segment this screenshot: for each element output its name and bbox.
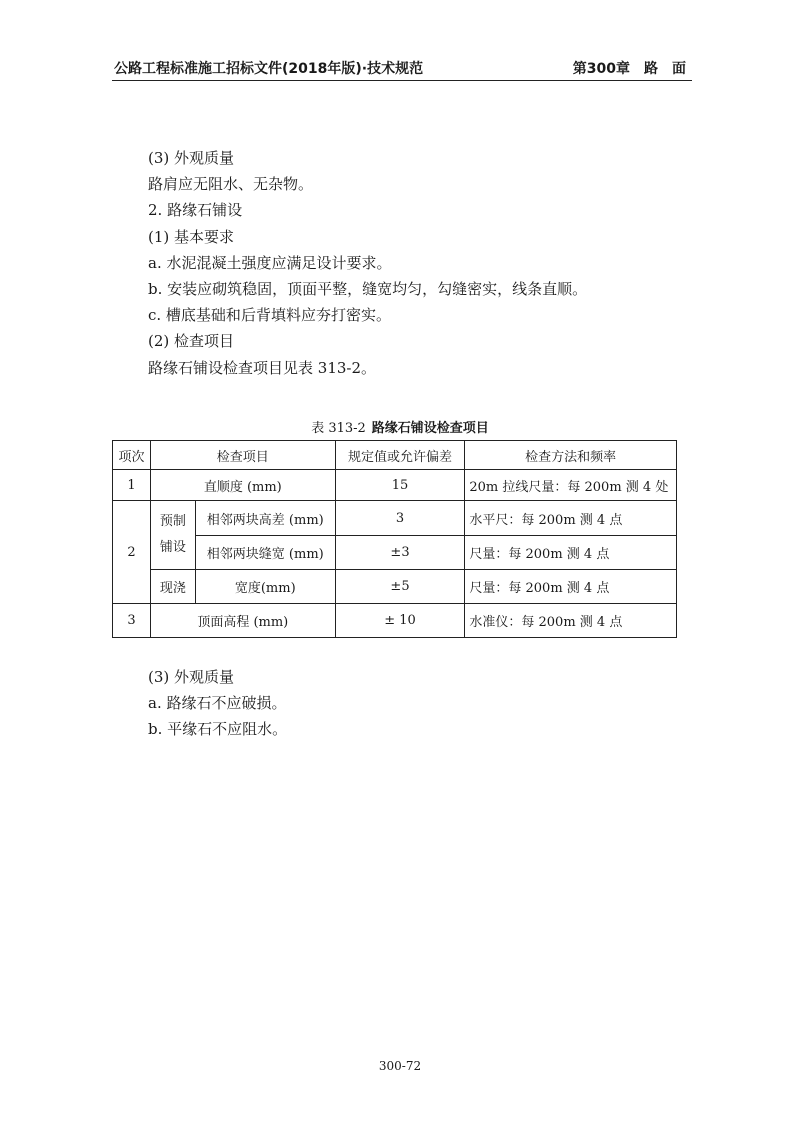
cell-item: 宽度(mm) (195, 570, 335, 604)
table-row (113, 501, 677, 536)
page-number: 300-72 (378, 1059, 422, 1073)
cell-spec: ±3 (335, 536, 465, 570)
table-header-row (113, 441, 677, 470)
chapter-heading (559, 58, 686, 78)
chapter-number: 第300章 (572, 61, 630, 77)
cell-item: 相邻两块缝宽 (mm) (195, 536, 335, 570)
cell-no: 3 (113, 604, 151, 638)
cell-method: 水准仪：每 200m 测 4 点 (465, 604, 677, 638)
header-spec: 规定值或允许偏差 (335, 441, 465, 470)
cell-group-precast (150, 501, 195, 570)
header-method: 检查方法和频率 (465, 441, 677, 470)
body-text-after-table (148, 664, 287, 743)
paragraph: 路缘石铺设检查项目见表 313-2。 (148, 358, 377, 377)
chapter-name-part-2: 面 (672, 61, 686, 77)
cell-method: 水平尺：每 200m 测 4 点 (465, 501, 677, 536)
body-text (148, 145, 688, 381)
list-item: b. 安装应砌筑稳固，顶面平整，缝宽均匀，勾缝密实，线条直顺。 (148, 280, 588, 299)
table-number: 表 313-2 (311, 421, 366, 436)
table-row (113, 570, 677, 604)
list-item: a. 水泥混凝土强度应满足设计要求。 (148, 253, 392, 272)
cell-method: 20m 拉线尺量：每 200m 测 4 处 (465, 470, 677, 501)
subheading-inspection-items: (2) 检查项目 (148, 332, 235, 351)
cell-item: 直顺度 (mm) (150, 470, 335, 501)
header-item-no: 项次 (113, 441, 151, 470)
cell-spec: 15 (335, 470, 465, 501)
table-caption (0, 417, 800, 436)
cell-group-cast-in-place: 现浇 (150, 570, 195, 604)
table-row (113, 536, 677, 570)
table-row (113, 470, 677, 501)
section-heading: 2. 路缘石铺设 (148, 201, 243, 220)
list-item: c. 槽底基础和后背填料应夯打密实。 (148, 306, 391, 325)
cell-item: 相邻两块高差 (mm) (195, 501, 335, 536)
cell-spec: ± 10 (335, 604, 465, 638)
group-label-line-1: 预制 (159, 514, 186, 529)
subheading-basic-requirements: (1) 基本要求 (148, 227, 235, 246)
list-item: b. 平缘石不应阻水。 (148, 720, 288, 739)
cell-spec: ±5 (335, 570, 465, 604)
table-title: 路缘石铺设检查项目 (371, 421, 489, 436)
cell-no: 2 (113, 501, 151, 604)
subheading-appearance: (3) 外观质量 (148, 149, 235, 167)
cell-method: 尺量：每 200m 测 4 点 (465, 536, 677, 570)
cell-spec: 3 (335, 501, 465, 536)
page-header (112, 56, 692, 81)
cell-method: 尺量：每 200m 测 4 点 (465, 570, 677, 604)
paragraph: 路肩应无阻水、无杂物。 (148, 175, 314, 194)
inspection-table (112, 440, 677, 638)
table-row (113, 604, 677, 638)
cell-item: 顶面高程 (mm) (150, 604, 335, 638)
document-title: 公路工程标准施工招标文件(2018年版)·技术规范 (114, 61, 424, 77)
list-item: a. 路缘石不应破损。 (148, 694, 287, 713)
subheading-appearance: (3) 外观质量 (148, 668, 235, 686)
chapter-name-part-1: 路 (644, 61, 658, 77)
header-item: 检查项目 (150, 441, 335, 470)
cell-no: 1 (113, 470, 151, 501)
group-label-line-2: 铺设 (159, 540, 186, 555)
